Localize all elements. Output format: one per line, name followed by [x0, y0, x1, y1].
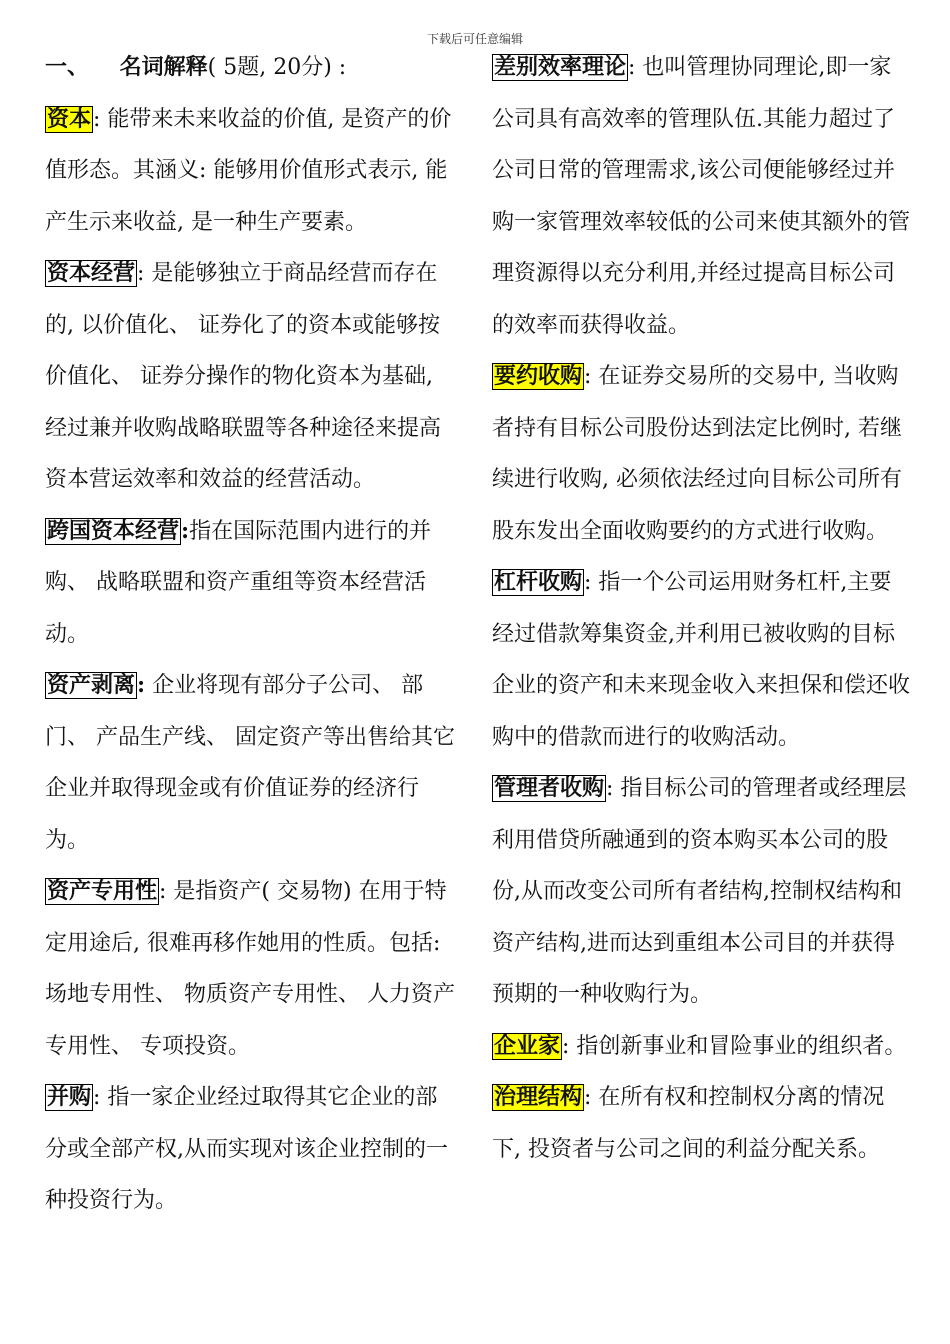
separator: : [159, 879, 167, 904]
definition-entry [45, 1072, 457, 1227]
definition: 在证券交易所的交易中, 当收购者持有目标公司股份达到法定比例时, 若继续进行收购, 必须依法经过向目标公司所有股东发出全面收购要约的方式进行收购。 [492, 364, 902, 544]
definition: 是指资产( 交易物) 在用于特定用途后, 很难再移作她用的性质。包括: 场地专用性、 物质资产专用性、 人力资产专用性、 专项投资。 [45, 879, 455, 1059]
term: 资产专用性 [47, 879, 158, 904]
term: 治理结构 [494, 1085, 583, 1110]
page-header: 下载后可任意编辑 [426, 32, 523, 46]
separator: : [93, 1085, 101, 1110]
separator: : [137, 672, 146, 698]
definition-entry [45, 506, 457, 661]
definition: 指一家企业经过取得其它企业的部分或全部产权,从而实现对该企业控制的一种投资行为。 [45, 1085, 448, 1213]
definition-entry [492, 763, 910, 1021]
section-title: 名词解释 [119, 55, 208, 80]
definition-entry [492, 42, 910, 351]
term: 企业家 [494, 1033, 561, 1059]
term: 管理者收购 [494, 776, 605, 801]
separator: : [584, 1085, 592, 1110]
separator: : [628, 55, 636, 80]
definition-entry [492, 557, 910, 763]
separator: : [181, 517, 190, 544]
definition: 企业将现有部分子公司、 部门、 产品生产线、 固定资产等出售给其它企业并取得现金或有价值证券的经济行为。 [45, 673, 455, 853]
section-subtitle: ( 5题, 20分) : [207, 55, 347, 80]
definition: 在所有权和控制权分离的情况下, 投资者与公司之间的利益分配关系。 [492, 1085, 885, 1162]
definition-entry [45, 248, 457, 506]
separator: : [93, 106, 101, 132]
definition-entry [45, 660, 457, 866]
term: 资本经营 [47, 261, 136, 286]
definition: 指在国际范围内进行的并购、 战略联盟和资产重组等资本经营活动。 [45, 518, 432, 647]
term: 差别效率理论 [494, 55, 627, 80]
definition-entry [45, 94, 457, 249]
term: 资产剥离 [47, 673, 136, 698]
left-column [45, 42, 457, 1227]
definition-entry [45, 866, 457, 1072]
separator: : [584, 570, 592, 595]
definition-entry [492, 1072, 910, 1175]
definition: 指一个公司运用财务杠杆,主要经过借款筹集资金,并利用已被收购的目标企业的资产和未来现金收入来担保和偿还收购中的借款而进行的收购活动。 [492, 570, 911, 750]
definition: 指创新事业和冒险事业的组织者。 [569, 1033, 907, 1059]
separator: : [562, 1033, 570, 1059]
section-heading [45, 42, 457, 94]
separator: : [137, 261, 145, 286]
term: 资本 [47, 106, 92, 132]
separator: : [606, 776, 614, 801]
definition-entry [492, 351, 910, 557]
term: 要约收购 [494, 364, 583, 389]
term: 跨国资本经营 [47, 518, 180, 544]
definition: 能带来未来收益的价值, 是资产的价值形态。其涵义: 能够用价值形式表示, 能产生示来收益, 是一种生产要素。 [45, 106, 452, 235]
term: 并购 [47, 1085, 92, 1110]
definition-entry [492, 1021, 910, 1073]
right-column [492, 42, 910, 1175]
term: 杠杆收购 [494, 570, 583, 595]
section-number: 一、 [45, 55, 90, 80]
definition: 也叫管理协同理论,即一家公司具有高效率的管理队伍.其能力超过了公司日常的管理需求,该公司便能够经过并购一家管理效率较低的公司来使其额外的管理资源得以充分利用,并经过提高目标公司的效率而获得收益。 [492, 55, 911, 338]
definition: 是能够独立于商品经营而存在的, 以价值化、 证券化了的资本或能够按价值化、 证券分操作的物化资本为基础, 经过兼并收购战略联盟等各种途径来提高资本营运效率和效益的经营活动。 [45, 261, 442, 492]
separator: : [584, 364, 592, 389]
definition: 指目标公司的管理者或经理层利用借贷所融通到的资本购买本公司的股份,从而改变公司所有者结构,控制权结构和资产结构,进而达到重组本公司目的并获得预期的一种收购行为。 [492, 776, 907, 1007]
